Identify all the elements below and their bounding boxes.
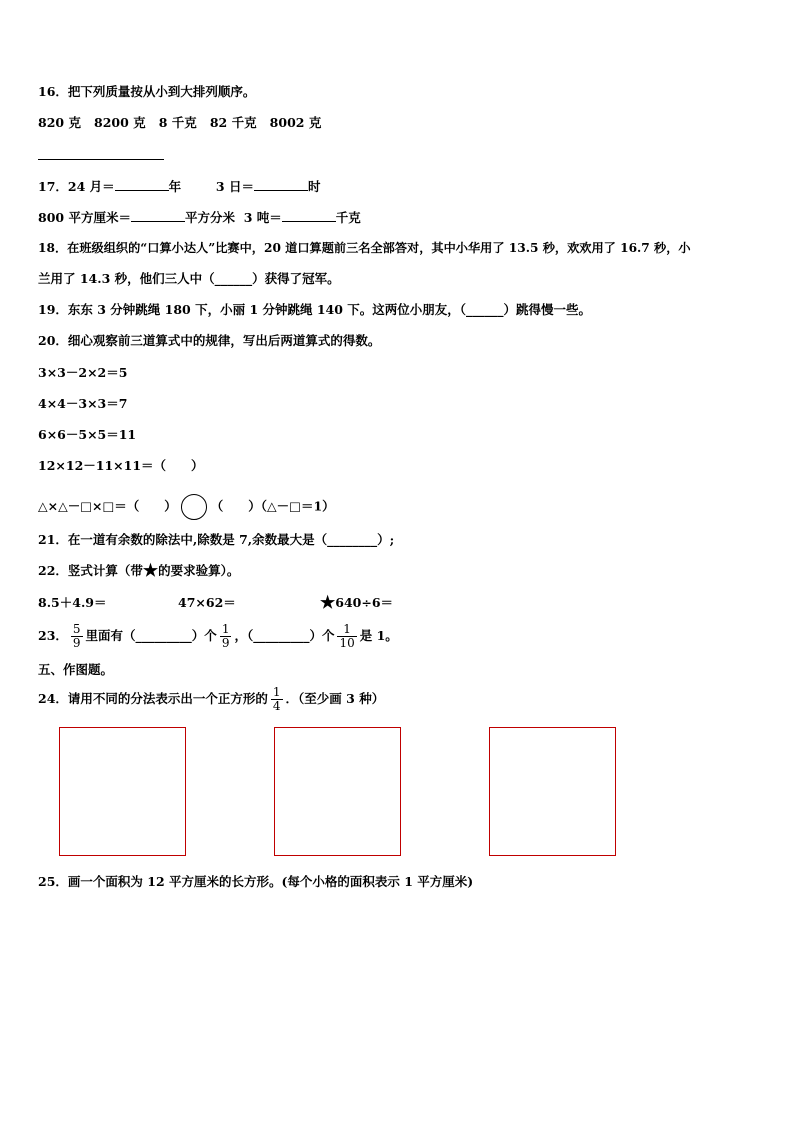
q23-mid1: 里面有（_________）个 bbox=[85, 628, 217, 643]
q17-blank-3[interactable] bbox=[131, 209, 185, 222]
q17-p1-unit: 年 bbox=[168, 179, 182, 194]
q20-eq5-right: （ ）（△－□＝1） bbox=[210, 498, 335, 514]
mass-item: 820 克 bbox=[38, 115, 81, 130]
q23-end: 是 1。 bbox=[359, 628, 398, 643]
q23-row bbox=[38, 621, 398, 651]
q20-eq5-left: △×△－□×□＝（ ） bbox=[38, 498, 177, 514]
q20-eq3: 6×6－5×5＝11 bbox=[38, 427, 137, 442]
q17-p1-text: 24 月＝ bbox=[67, 179, 115, 194]
q24-post: ．（至少画 3 种） bbox=[285, 691, 385, 706]
fraction-1-9: $\frac{1}{9}$ bbox=[221, 622, 230, 650]
q22-calc3: 640÷6＝ bbox=[335, 595, 394, 610]
q22-calc3-row bbox=[320, 595, 393, 611]
drawing-square-3[interactable] bbox=[489, 727, 616, 856]
fraction-1-4: $\frac{1}{4}$ bbox=[272, 685, 281, 713]
q22-calc2: 47×62＝ bbox=[178, 595, 236, 610]
q17-line1 bbox=[38, 178, 320, 195]
fraction-1-10: $\frac{1}{10}$ bbox=[339, 622, 355, 650]
q20-prompt: 20．细心观察前三道算式中的规律，写出后两道算式的得数。 bbox=[38, 333, 381, 348]
q16-prompt: 16．把下列质量按从小到大排列顺序。 bbox=[38, 84, 256, 99]
fraction-5-9: $\frac{5}{9}$ bbox=[72, 622, 81, 650]
q22-prompt bbox=[38, 563, 239, 579]
q25-text: 25．画一个面积为 12 平方厘米的长方形。(每个小格的面积表示 1 平方厘米) bbox=[38, 874, 474, 889]
q17-line2 bbox=[38, 209, 361, 226]
q17-p3-unit: 平方分米 bbox=[184, 210, 235, 225]
q17-p4-text: 3 吨＝ bbox=[243, 210, 282, 225]
q20-eq2: 4×4－3×3＝7 bbox=[38, 396, 128, 411]
q23-mid2: ，（_________）个 bbox=[234, 628, 335, 643]
q17-blank-2[interactable] bbox=[254, 178, 308, 191]
q16-items bbox=[38, 115, 321, 131]
q22-prompt-post: 的要求验算）。 bbox=[158, 563, 240, 578]
q21-text: 21．在一道有余数的除法中,除数是 7,余数最大是（________）; bbox=[38, 532, 395, 547]
drawing-square-1[interactable] bbox=[59, 727, 186, 856]
q17-number: 17． bbox=[38, 179, 68, 194]
q17-blank-4[interactable] bbox=[282, 209, 336, 222]
q20-eq1: 3×3－2×2＝5 bbox=[38, 365, 128, 380]
q19-text: 19．东东 3 分钟跳绳 180 下，小丽 1 分钟跳绳 140 下。这两位小朋友，（______）跳得慢一些。 bbox=[38, 302, 592, 317]
mass-item: 8200 克 bbox=[94, 115, 146, 130]
q16-answer-line[interactable] bbox=[38, 159, 164, 160]
q20-eq4: 12×12－11×11＝（ ） bbox=[38, 458, 204, 473]
compare-circle[interactable] bbox=[181, 494, 207, 520]
q18-line2: 兰用了 14.3 秒，他们三人中（______）获得了冠军。 bbox=[38, 271, 340, 286]
q24-pre: 24．请用不同的分法表示出一个正方形的 bbox=[38, 691, 268, 706]
q24-prompt bbox=[38, 684, 384, 714]
q20-eq5 bbox=[38, 494, 335, 520]
q17-p4-unit: 千克 bbox=[335, 210, 361, 225]
q18-line1: 18．在班级组织的“口算小达人”比赛中，20 道口算题前三名全部答对，其中小华用了 13.5 秒，欢欢用了 16.7 秒，小 bbox=[38, 241, 691, 255]
q23-number: 23． bbox=[38, 628, 68, 643]
star-icon: ★ bbox=[142, 561, 159, 581]
q22-prompt-pre: 22．竖式计算（带 bbox=[38, 563, 143, 578]
q22-calc1: 8.5＋4.9＝ bbox=[38, 595, 107, 610]
q17-p3-text: 800 平方厘米＝ bbox=[38, 210, 131, 225]
star-icon: ★ bbox=[320, 593, 336, 613]
q17-p2-unit: 时 bbox=[307, 179, 321, 194]
mass-item: 8002 克 bbox=[269, 115, 322, 130]
q17-p2-text: 3 日＝ bbox=[215, 179, 254, 194]
mass-item: 8 千克 bbox=[158, 115, 197, 130]
q17-blank-1[interactable] bbox=[115, 178, 169, 191]
section-5-title: 五、作图题。 bbox=[38, 662, 114, 677]
mass-item: 82 千克 bbox=[209, 115, 257, 130]
drawing-square-2[interactable] bbox=[274, 727, 401, 856]
